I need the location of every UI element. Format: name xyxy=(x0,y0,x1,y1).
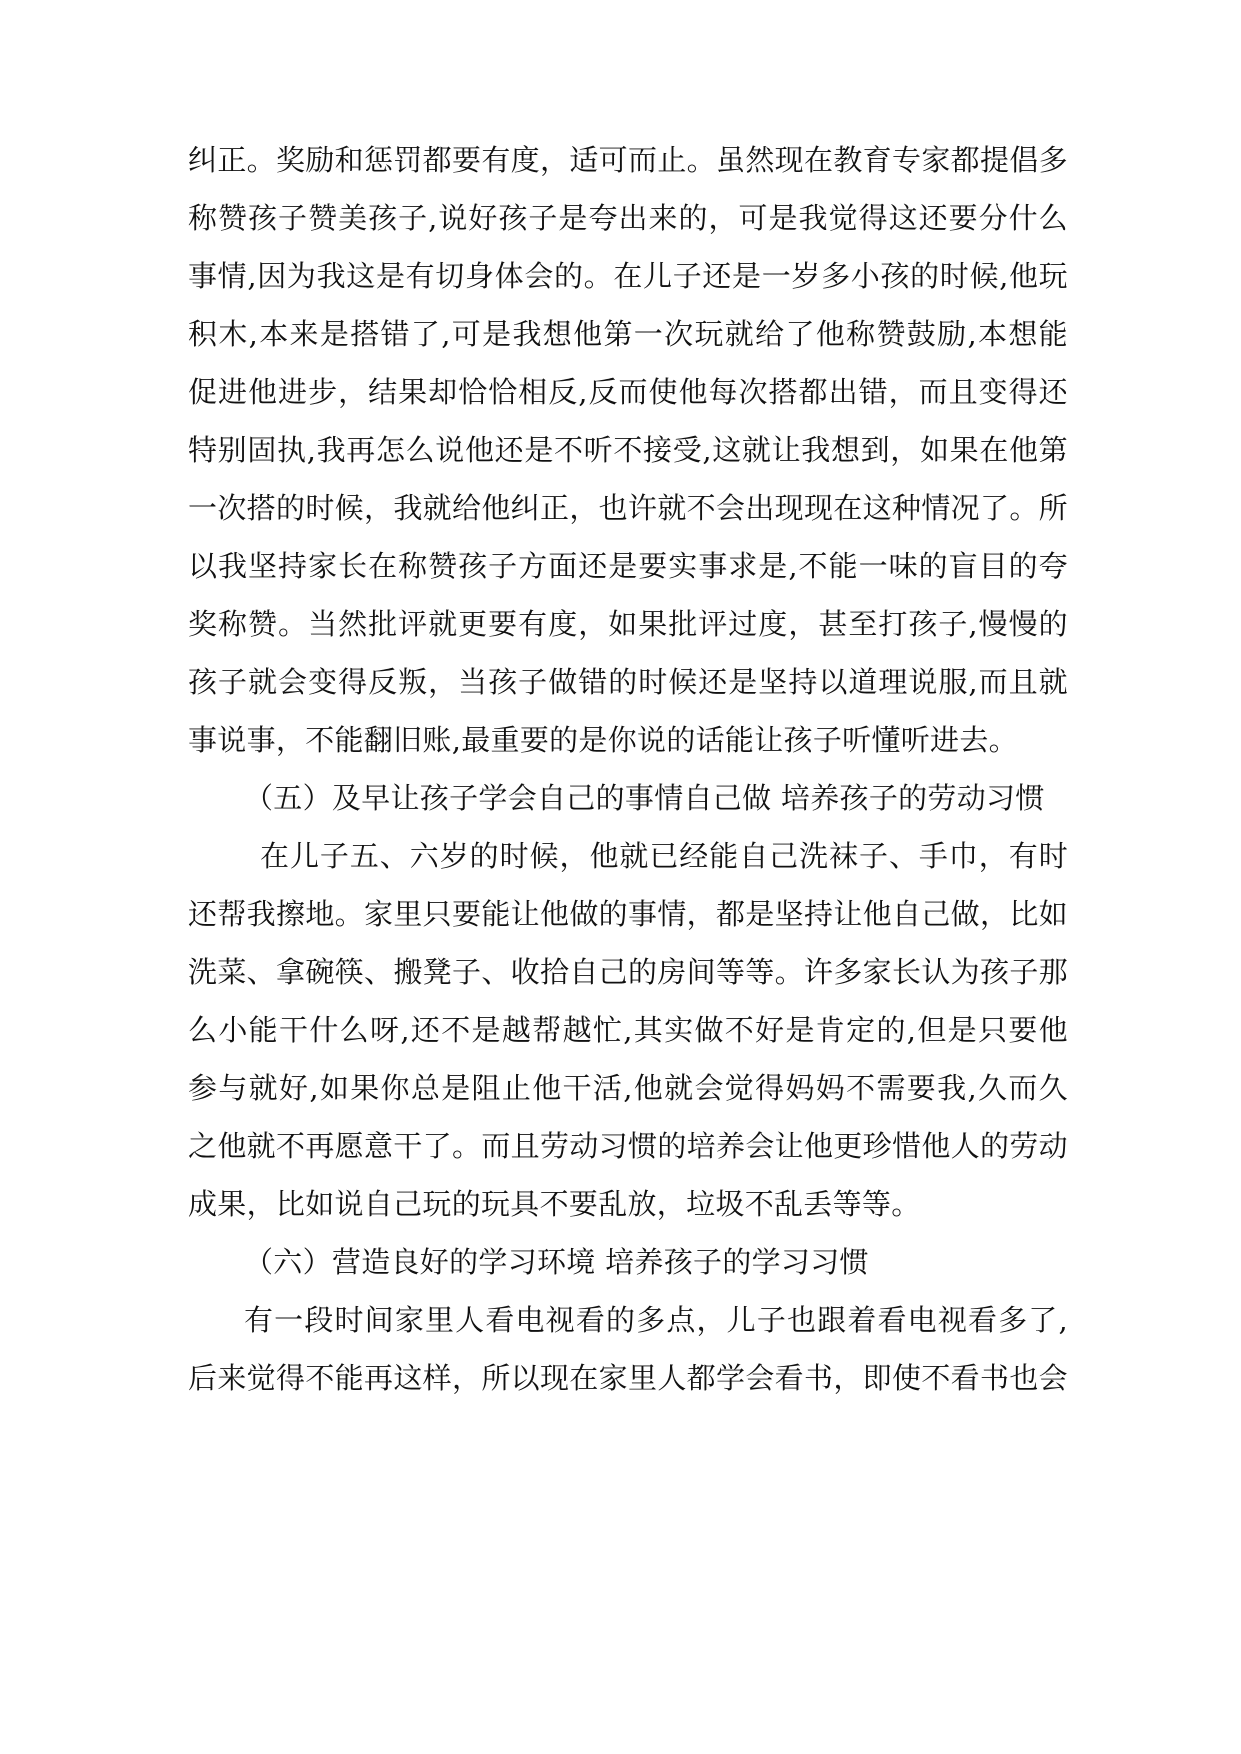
section-heading-5: （五）及早让孩子学会自己的事情自己做 培养孩子的劳动习惯 xyxy=(244,781,1045,815)
text-line: 参与就好,如果你总是阻止他干活,他就会觉得妈妈不需要我,久而久 xyxy=(188,1071,1068,1105)
text-line: 洗菜、拿碗筷、搬凳子、收拾自己的房间等等。许多家长认为孩子那 xyxy=(188,955,1068,989)
text-line: 称赞孩子赞美孩子,说好孩子是夸出来的，可是我觉得这还要分什么 xyxy=(188,201,1068,235)
section-heading-6: （六）营造良好的学习环境 培养孩子的学习习惯 xyxy=(244,1245,869,1279)
text-line: 一次搭的时候，我就给他纠正，也许就不会出现现在这种情况了。所 xyxy=(188,491,1068,525)
text-line: 还帮我擦地。家里只要能让他做的事情，都是坚持让他自己做，比如 xyxy=(188,897,1068,931)
text-line: 促进他进步，结果却恰恰相反,反而使他每次搭都出错，而且变得还 xyxy=(188,375,1068,409)
text-line: 事说事，不能翻旧账,最重要的是你说的话能让孩子听懂听进去。 xyxy=(188,723,1018,757)
text-line: 特别固执,我再怎么说他还是不听不接受,这就让我想到，如果在他第 xyxy=(188,433,1068,467)
text-line: 有一段时间家里人看电视看的多点，儿子也跟着看电视看多了, xyxy=(244,1303,1068,1337)
text-line: 之他就不再愿意干了。而且劳动习惯的培养会让他更珍惜他人的劳动 xyxy=(188,1129,1068,1163)
text-line: 事情,因为我这是有切身体会的。在儿子还是一岁多小孩的时候,他玩 xyxy=(188,259,1068,293)
text-line: 么小能干什么呀,还不是越帮越忙,其实做不好是肯定的,但是只要他 xyxy=(188,1013,1068,1047)
text-line: 奖称赞。当然批评就更要有度，如果批评过度，甚至打孩子,慢慢的 xyxy=(188,607,1068,641)
text-line: 在儿子五、六岁的时候，他就已经能自己洗袜子、手巾，有时 xyxy=(260,839,1068,873)
text-line: 孩子就会变得反叛，当孩子做错的时候还是坚持以道理说服,而且就 xyxy=(188,665,1068,699)
text-line: 后来觉得不能再这样，所以现在家里人都学会看书，即使不看书也会 xyxy=(188,1361,1068,1395)
text-line: 纠正。奖励和惩罚都要有度，适可而止。虽然现在教育专家都提倡多 xyxy=(188,143,1068,177)
text-line: 成果，比如说自己玩的玩具不要乱放，垃圾不乱丢等等。 xyxy=(188,1187,921,1221)
text-line: 积木,本来是搭错了,可是我想他第一次玩就给了他称赞鼓励,本想能 xyxy=(188,317,1068,351)
text-line: 以我坚持家长在称赞孩子方面还是要实事求是,不能一味的盲目的夸 xyxy=(188,549,1068,583)
